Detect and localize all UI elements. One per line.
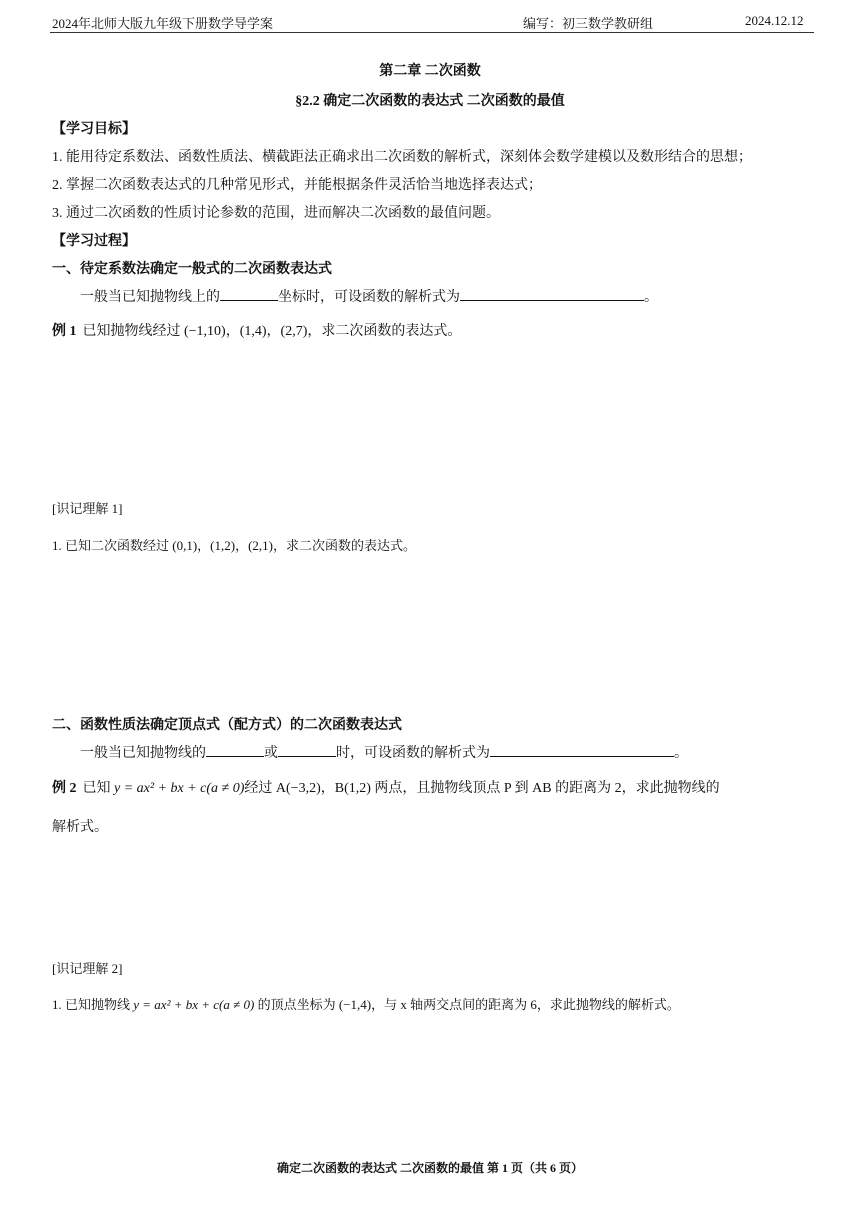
goal-item-1: 1. 能用待定系数法、函数性质法、横截距法正确求出二次函数的解析式，深刻体会数学建模以及数形结合的思想； bbox=[52, 150, 752, 165]
goals-heading: 【学习目标】 bbox=[52, 122, 136, 137]
page-footer: 确定二次函数的表达式 二次函数的最值 第 1 页（共 6 页） bbox=[276, 1161, 583, 1175]
section1-heading: 一、待定系数法确定一般式的二次函数表达式 bbox=[52, 262, 332, 277]
practice-2-heading: [识记理解 2] bbox=[52, 961, 123, 976]
section2-fill-end: 。 bbox=[674, 746, 688, 761]
example-1-text: 已知抛物线经过 (−1,10)，(1,4)，(2,7)，求二次函数的表达式。 bbox=[82, 324, 462, 339]
header-left: 2024年北师大版九年级下册数学导学案 bbox=[52, 16, 274, 31]
section1-blank-2[interactable] bbox=[460, 286, 644, 301]
header-editor: 编写：初三数学教研组 bbox=[523, 16, 654, 31]
section1-fill-text-b: 坐标时，可设函数的解析式为 bbox=[278, 290, 460, 305]
section1-fill-end: 。 bbox=[644, 290, 658, 305]
example-2 bbox=[52, 777, 720, 797]
practice-2-formula: y = ax² + bx + c(a ≠ 0) bbox=[133, 997, 255, 1012]
practice-2-pre: 1. 已知抛物线 bbox=[52, 997, 131, 1012]
practice-1-heading: [识记理解 1] bbox=[52, 501, 123, 516]
practice-2-post: 的顶点坐标为 (−1,4)，与 x 轴两交点间的距离为 6，求此抛物线的解析式。 bbox=[257, 997, 680, 1012]
process-heading: 【学习过程】 bbox=[52, 234, 136, 249]
section2-fill-sentence bbox=[80, 742, 688, 762]
example-2-formula: y = ax² + bx + c(a ≠ 0) bbox=[114, 781, 245, 796]
section1-blank-1[interactable] bbox=[220, 286, 278, 301]
header-date: 2024.12.12 bbox=[745, 13, 804, 28]
section2-fill-text-a: 一般当已知抛物线的 bbox=[80, 746, 206, 761]
goal-item-3: 3. 通过二次函数的性质讨论参数的范围，进而解决二次函数的最值问题。 bbox=[52, 206, 500, 221]
example-2-pre: 已知 bbox=[82, 781, 111, 796]
example-1-label: 例 1 bbox=[52, 324, 77, 339]
practice-1-question: 1. 已知二次函数经过 (0,1)，(1,2)，(2,1)，求二次函数的表达式。 bbox=[52, 538, 416, 553]
section2-fill-text-b: 或 bbox=[264, 746, 278, 761]
example-2-text: 经过 A(−3,2)，B(1,2) 两点，且抛物线顶点 P 到 AB 的距离为 2，求此抛物线的 bbox=[244, 781, 720, 796]
lesson-title: §2.2 确定二次函数的表达式 二次函数的最值 bbox=[295, 94, 565, 109]
chapter-title: 第二章 二次函数 bbox=[379, 64, 481, 79]
section2-heading: 二、函数性质法确定顶点式（配方式）的二次函数表达式 bbox=[52, 718, 402, 733]
section2-blank-1[interactable] bbox=[206, 742, 264, 757]
header-divider bbox=[50, 32, 814, 33]
example-2-label: 例 2 bbox=[52, 781, 77, 796]
section1-fill-sentence bbox=[80, 286, 658, 306]
section2-blank-3[interactable] bbox=[490, 742, 674, 757]
example-1 bbox=[52, 320, 461, 340]
section1-fill-text-a: 一般当已知抛物线上的 bbox=[80, 290, 220, 305]
goal-item-2: 2. 掌握二次函数表达式的几种常见形式，并能根据条件灵活恰当地选择表达式； bbox=[52, 178, 542, 193]
practice-2-question bbox=[52, 994, 680, 1013]
section2-blank-2[interactable] bbox=[278, 742, 336, 757]
section2-fill-text-c: 时，可设函数的解析式为 bbox=[336, 746, 490, 761]
example-2-continuation: 解析式。 bbox=[52, 820, 108, 835]
